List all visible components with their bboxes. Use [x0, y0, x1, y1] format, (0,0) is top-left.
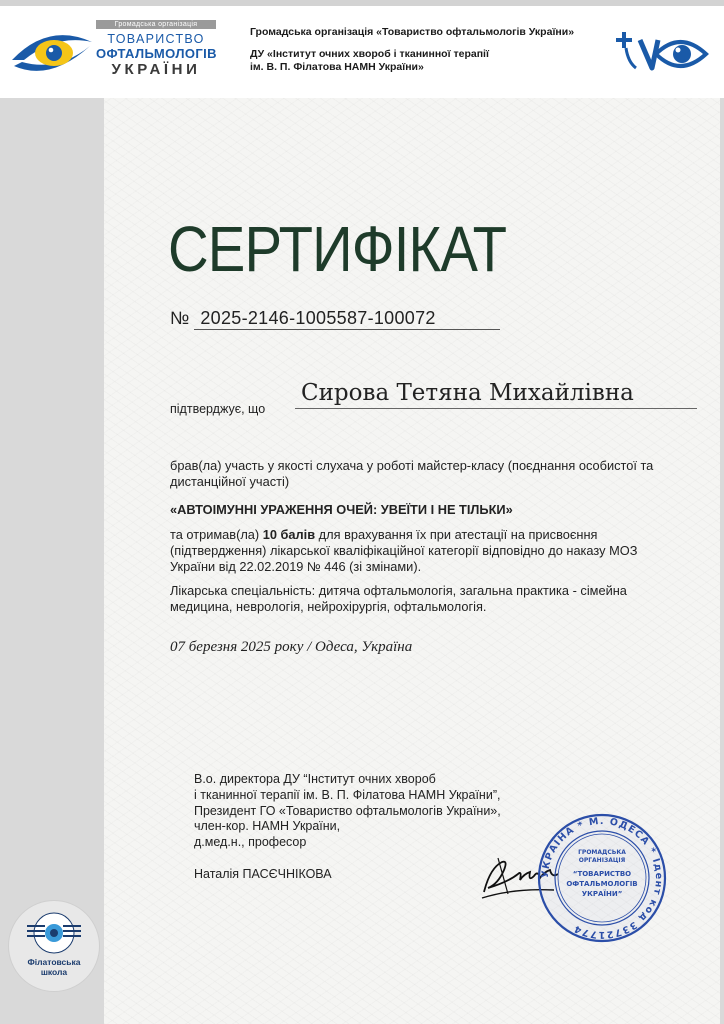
seal-outer-text: УКРАЇНА * М. ОДЕСА * Ідент код 33721774: [539, 815, 665, 941]
society-eye-logo-icon: [10, 28, 94, 78]
points-after: для врахування їх при атестації на присвоєння (підтвердження) лікарської кваліфікаційної категорії відповідно до наказу МОЗ України від 22.02.2019 № 446 (зі змінами).: [170, 527, 638, 574]
header: [0, 6, 724, 98]
signer-line-1: В.о. директора ДУ “Інститут очних хвороб: [194, 772, 436, 786]
points-value: 10 балів: [262, 527, 316, 543]
official-seal-icon: [536, 812, 668, 944]
org-2-line-2: ім. В. П. Філатова НАМН України»: [250, 61, 424, 73]
issue-date-place: 07 березня 2025 року / Одеса, Україна: [170, 639, 413, 655]
left-margin-strip: [0, 98, 104, 1024]
certificate-number-row: [170, 308, 500, 330]
signer-line-3: Президент ГО «Товариство офтальмологів України»,: [194, 803, 501, 818]
filatov-school-label-2: школа: [40, 967, 68, 977]
signer-name: Наталія ПАСЄЧНІКОВА: [194, 866, 332, 881]
signer-line-5: д.мед.н., професор: [194, 835, 307, 850]
participation-text: брав(ла) участь у якості слухача у роботі майстер-класу (поєднання особистої та дистанційної участі): [170, 458, 654, 489]
certificate-title: СЕРТИФІКАТ: [168, 213, 507, 285]
seal-center-1: “ТОВАРИСТВО: [572, 870, 632, 878]
points-before: та отримав(ла): [170, 527, 263, 543]
specialties-text: Лікарська спеціальність: дитяча офтальмологія, загальна практика - сімейна медицина, неврологія, нейрохірургія, офтальмологія.: [170, 582, 627, 614]
filatov-school-label-1: Філатовська: [27, 957, 81, 967]
org-1: Громадська організація «Товариство офтальмологів України»: [250, 26, 575, 38]
header-organizations: [250, 26, 620, 75]
filatov-school-badge: [8, 900, 100, 992]
org-2-line-1: ДУ «Інститут очних хвороб і тканинної терапії: [250, 47, 489, 60]
brand-tag: Громадська організація: [96, 20, 216, 29]
seal-inner-2: ОРГАНІЗАЦІЯ: [578, 857, 626, 864]
signer-line-4: член-кор. НАМН України,: [194, 819, 341, 834]
right-margin-strip: [720, 98, 724, 1024]
signer-line-2: і тканинної терапії ім. В. П. Філатова НАМН України”,: [194, 787, 501, 802]
society-brand: [96, 20, 216, 78]
confirm-label: підтверджує, що: [170, 402, 266, 416]
course-title: «АВТОІМУННІ УРАЖЕННЯ ОЧЕЙ: УВЕЇТИ І НЕ ТІЛЬКИ»: [170, 501, 513, 517]
filatov-school-eye-icon: [21, 911, 87, 955]
number-sign: №: [170, 308, 190, 328]
recipient-name: Сирова Тетяна Михайлівна: [295, 380, 697, 409]
brand-line-2: ОФТАЛЬМОЛОГІВ: [96, 46, 217, 61]
brand-line-3: УКРАЇНИ: [111, 61, 201, 78]
seal-center-3: УКРАЇНИ”: [581, 890, 623, 898]
points-text: [170, 527, 670, 574]
seal-inner-1: ГРОМАДСЬКА: [578, 849, 626, 856]
seal-center-2: ОФТАЛЬМОЛОГІВ: [566, 880, 638, 888]
certificate-body: [170, 458, 670, 614]
certificate-number: 2025-2146-1005587-100072: [194, 308, 500, 330]
brand-line-1: ТОВАРИСТВО: [107, 32, 205, 46]
filatov-institute-logo-icon: [612, 28, 712, 78]
filatov-school-label: [9, 957, 99, 977]
